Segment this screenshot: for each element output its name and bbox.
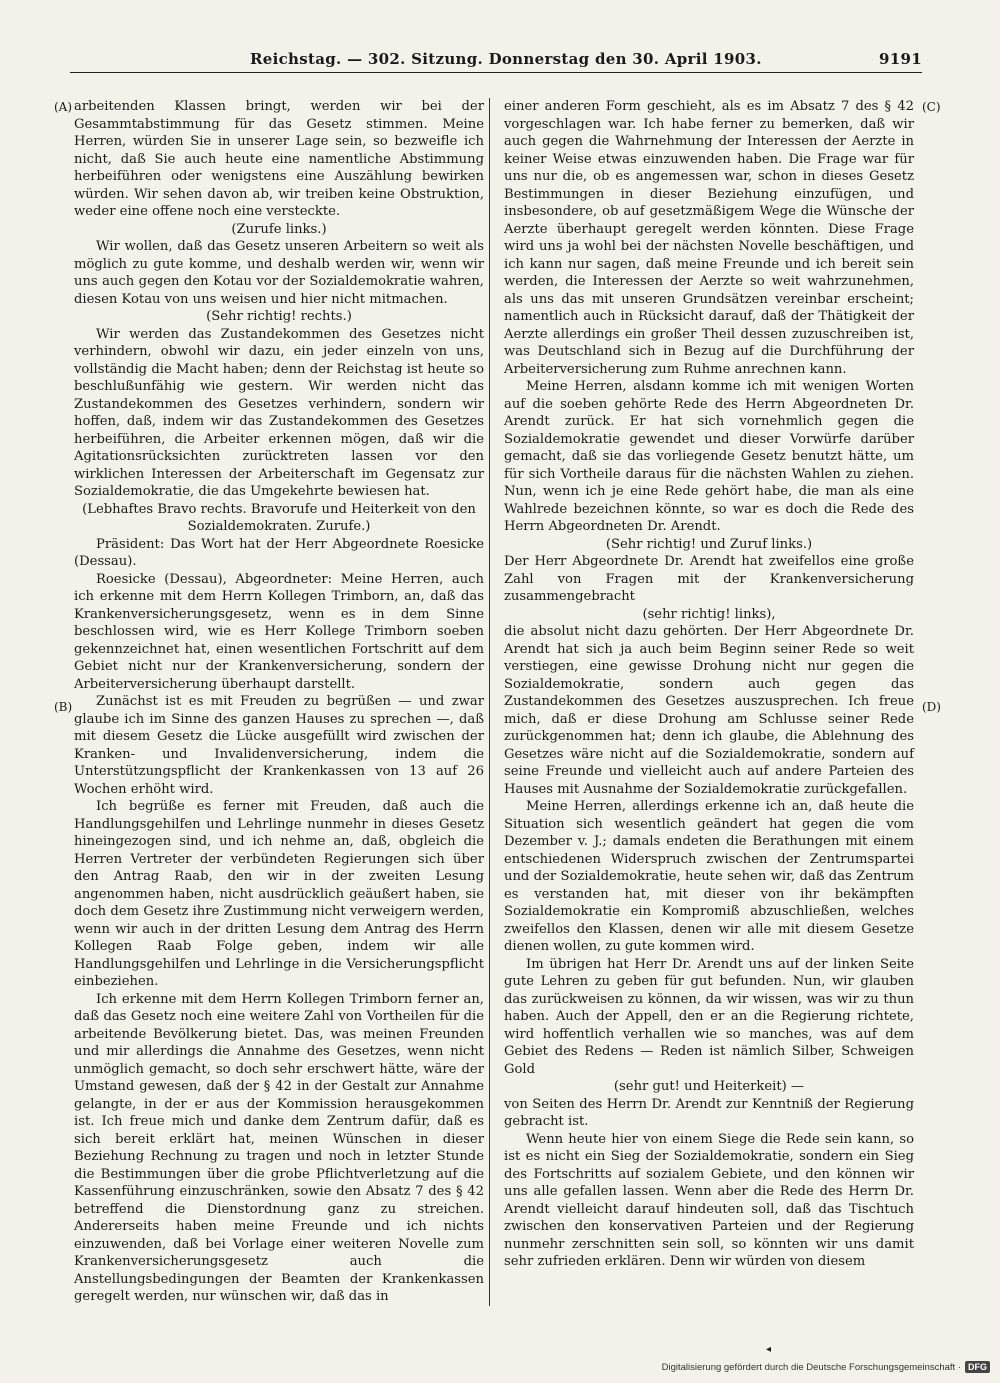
interjection: (Zurufe links.) <box>231 221 327 237</box>
interjection: (sehr gut! und Heiterkeit) — <box>613 1079 805 1094</box>
interjection: (Sehr richtig! und Zuruf links.) <box>605 536 813 552</box>
paragraph: Ich begrüße es ferner mit Freuden, daß auch die Handlungsgehilfen und Lehrlinge nunmehr in dieses Gesetz hineingezogen sind, und ich nehme an, daß, obgleich die Herren Vertreter der verbündeten Regierungen sich über den Antrag Raab, den wir in der zweiten Lesung angenommen haben, nicht ausdrücklich geäußert haben, sie doch dem Gesetz ihre Zustimmung nicht verweigern werden, wenn wir auch in der dritten Lesung dem Antrag des Herrn Kollegen Raab Folge geben, indem wir alle Handlungsgehilfen und Lehrlinge in die Versicherungspflicht einbeziehen. <box>74 799 484 989</box>
footer-text: Digitalisierung gefördert durch die Deutsche Forschungsgemeinschaft · <box>661 1361 961 1373</box>
paragraph: Meine Herren, alsdann komme ich mit wenigen Worten auf die soeben gehörte Rede des Herrn Abgeordneten Dr. Arendt zurück. Er hat sich vornehmlich gegen die Sozialdemokratie gewendet und dieser Vorwürfe darüber gemacht, daß sie das vorliegende Gesetz benutzt hätte, um für sich Vortheile daraus für die nächsten Wahlen zu ziehen. Nun, wenn ich je eine Rede gehört habe, die man als eine Wahlrede bezeichnen könnte, so war es doch die Rede des Herrn Abgeordneten Dr. Arendt. <box>504 379 914 534</box>
paragraph: Wir wollen, daß das Gesetz unseren Arbeitern so weit als möglich zu gute komme, und deshalb werden wir, wenn wir uns auch gegen den Kotau vor der Sozialdemokratie wahren, diesen Kotau von uns weisen und hier nicht mitmachen. <box>74 239 484 307</box>
page-header <box>70 50 922 73</box>
paragraph: Wenn heute hier von einem Siege die Rede sein kann, so ist es nicht ein Sieg der Sozialdemokratie, sondern ein Sieg des Fortschritts auf sozialem Gebiete, und den können wir uns alle gefallen lassen. Wenn aber die Rede des Herrn Dr. Arendt vielleicht darauf hindeuten soll, daß das Tischtuch zwischen den konservativen Parteien und der Regierung nunmehr zerschnitten sein soll, so könnten wir uns damit sehr zufrieden erklären. Denn wir würden von diesem <box>504 1131 914 1269</box>
interjection: (sehr richtig! links), <box>642 606 776 622</box>
page-number: 9191 <box>879 50 922 68</box>
page-title: Reichstag. — 302. Sitzung. Donnerstag den 30. April 1903. <box>250 50 762 68</box>
paragraph: Zunächst ist es mit Freuden zu begrüßen — und zwar glaube ich im Sinne des ganzen Hauses zu sprechen —, daß mit diesem Gesetz die Lücke ausgefüllt wird zwischen der Kranken- und Invalidenversicherung, indem die Unterstützungspflicht der Krankenkassen von 13 auf 26 Wochen erhöht wird. <box>74 694 484 797</box>
column-divider <box>489 98 490 1306</box>
paragraph: die absolut nicht dazu gehörten. Der Herr Abgeordnete Dr. Arendt hat sich ja auch beim Beginn seiner Rede so weit verstiegen, eine gewisse Drohung nicht nur gegen die Sozialdemokratie, sondern auch gegen das Zustandekommen des Gesetzes auszusprechen. Ich freue mich, daß er diese Drohung am Schlusse seiner Rede zurückgenommen hat; denn ich glaube, die Ablehnung des Gesetzes wäre nicht auf die Sozialdemokratie, sondern auf seine Freunde und vielleicht auch auf andere Parteien des Hauses mit Ausnahme der Sozialdemokratie zurückgefallen. <box>504 624 914 797</box>
paragraph: von Seiten des Herrn Dr. Arendt zur Kenntniß der Regierung gebracht ist. <box>504 1096 914 1129</box>
margin-marker-c: (C) <box>922 100 941 114</box>
ornament-mark: ◂ <box>766 1344 772 1355</box>
paragraph: einer anderen Form geschieht, als es im Absatz 7 des § 42 vorgeschlagen war. Ich habe ferner zu bemerken, daß wir auch gegen die Wahrnehmung der Interessen der Aerzte in keiner Weise etwas einzuwenden haben. Die Frage war für uns nur die, ob es angemessen war, schon in dieses Gesetz Bestimmungen in dieser Beziehung einzufügen, und insbesondere, ob auf gesetzmäßigem Wege die Wünsche der Aerzte überhaupt geregelt werden könnten. Diese Frage wird uns ja wohl bei der nächsten Novelle beschäftigen, und ich kann nur sagen, daß meine Freunde und ich bereit sein werden, die Interessen der Aerzte so weit wahrzunehmen, als uns das mit unseren Grundsätzen vereinbar erscheint; namentlich auch in Rücksicht darauf, daß der Thätigkeit der Aerzte allerdings ein großer Theil dessen zuzuschreiben ist, was Deutschland sich in Bezug auf die Durchführung der Arbeiterversicherung zum Ruhme anrechnen kann. <box>504 99 914 377</box>
paragraph: Ich erkenne mit dem Herrn Kollegen Trimborn ferner an, daß das Gesetz noch eine weitere Zahl von Vortheilen für die arbeitende Bevölkerung bietet. Das, was meinen Freunden und mir allerdings die Annahme des Gesetzes, wenn nicht unmöglich gemacht, so doch sehr erschwert hätte, wäre der Umstand gewesen, daß der § 42 in der Gestalt zur Annahme gelangte, in der er aus der Kommission herausgekommen ist. Ich freue mich und danke dem Zentrum dafür, daß es sich bereit erklärt hat, meinen Wünschen in dieser Beziehung Rechnung zu tragen und noch in letzter Stunde die Bestimmungen über die grobe Pflichtverletzung auf die Kassenführung einzuschränken, sowie den Absatz 7 des § 42 betreffend die Dienstordnung ganz zu streichen. Andererseits haben meine Freunde und ich nichts einzuwenden, daß bei Vorlage einer weiteren Novelle zum Krankenversicherungsgesetz auch die Anstellungsbedingungen der Beamten der Krankenkassen geregelt werden, nur wünschen wir, daß das in <box>74 991 484 1304</box>
paragraph: Der Herr Abgeordnete Dr. Arendt hat zweifellos eine große Zahl von Fragen mit der Krankenversicherung zusammengebracht <box>504 554 914 604</box>
paragraph: Meine Herren, allerdings erkenne ich an, daß heute die Situation sich wesentlich geändert hat gegen die vom Dezember v. J.; damals endeten die Berathungen mit einem entschiedenen Widerspruch zwischen der Zentrumspartei und der Sozialdemokratie, heute sehen wir, daß das Zentrum es verstanden hat, mit dieser von ihr bekämpften Sozialdemokratie ein Kompromiß abzuschließen, welches zweifellos den Klassen, denen wir alle mit diesem Gesetze dienen wollen, zu gute kommen wird. <box>504 799 914 954</box>
paragraph: Im übrigen hat Herr Dr. Arendt uns auf der linken Seite gute Lehren zu geben für gut befunden. Nun, wir glauben das zurückweisen zu können, da wir wissen, was wir zu thun haben. Auch der Appell, den er an die Regierung richtete, wird hoffentlich verhallen wie so manches, was auf dem Gebiet des Redens — Reden ist nämlich Silber, Schweigen Gold <box>504 956 914 1077</box>
speaker-paragraph: Roesicke (Dessau), Abgeordneter: Meine Herren, auch ich erkenne mit dem Herrn Kollegen Trimborn, an, daß das Krankenversicherungsgesetz, wenn es in dem Sinne beschlossen wird, wie es Herr Kollege Trimborn soeben gekennzeichnet hat, einen wesentlichen Fortschritt auf dem Gebiet nicht nur der Krankenversicherung, sondern der Arbeiterversicherung überhaupt darstellt. <box>74 571 484 692</box>
margin-marker-a: (A) <box>54 100 73 114</box>
margin-marker-d: (D) <box>922 700 941 714</box>
paragraph: arbeitenden Klassen bringt, werden wir bei der Gesammtabstimmung für das Gesetz stimmen. Meine Herren, würden Sie in unserer Lage sein, so bezweifle ich nicht, daß Sie auch heute eine namentliche Abstimmung herbeiführen oder wenigstens eine Auszählung bewirken würden. Wir sehen davon ab, wir treiben keine Obstruktion, weder eine offene noch eine versteckte. <box>74 99 484 219</box>
footer <box>662 1361 990 1373</box>
right-column <box>504 98 914 1271</box>
speaker-paragraph: Präsident: Das Wort hat der Herr Abgeordnete Roesicke (Dessau). <box>74 536 484 569</box>
margin-marker-b: (B) <box>54 700 73 714</box>
interjection: (Lebhaftes Bravo rechts. Bravorufe und Heiterkeit von den Sozialdemokraten. Zurufe.) <box>82 501 476 534</box>
paragraph: Wir werden das Zustandekommen des Gesetzes nicht verhindern, obwohl wir dazu, ein jeder einzeln von uns, vollständig die Macht haben; denn der Reichstag ist heute so beschlußunfähig wie gestern. Wir werden nicht das Zustandekommen des Gesetzes verhindern, sondern wir hoffen, daß, indem wir das Zustandekommen des Gesetzes herbeiführen, die Arbeiter erkennen mögen, daß wir die Agitationsrücksichten zurücktreten lassen vor den wirklichen Interessen der Arbeiterschaft im Gegensatz zur Sozialdemokratie, die das Umgekehrte bewiesen hat. <box>74 326 484 499</box>
dfg-logo: DFG <box>965 1361 990 1373</box>
left-column <box>74 98 484 1306</box>
interjection: (Sehr richtig! rechts.) <box>206 309 352 324</box>
